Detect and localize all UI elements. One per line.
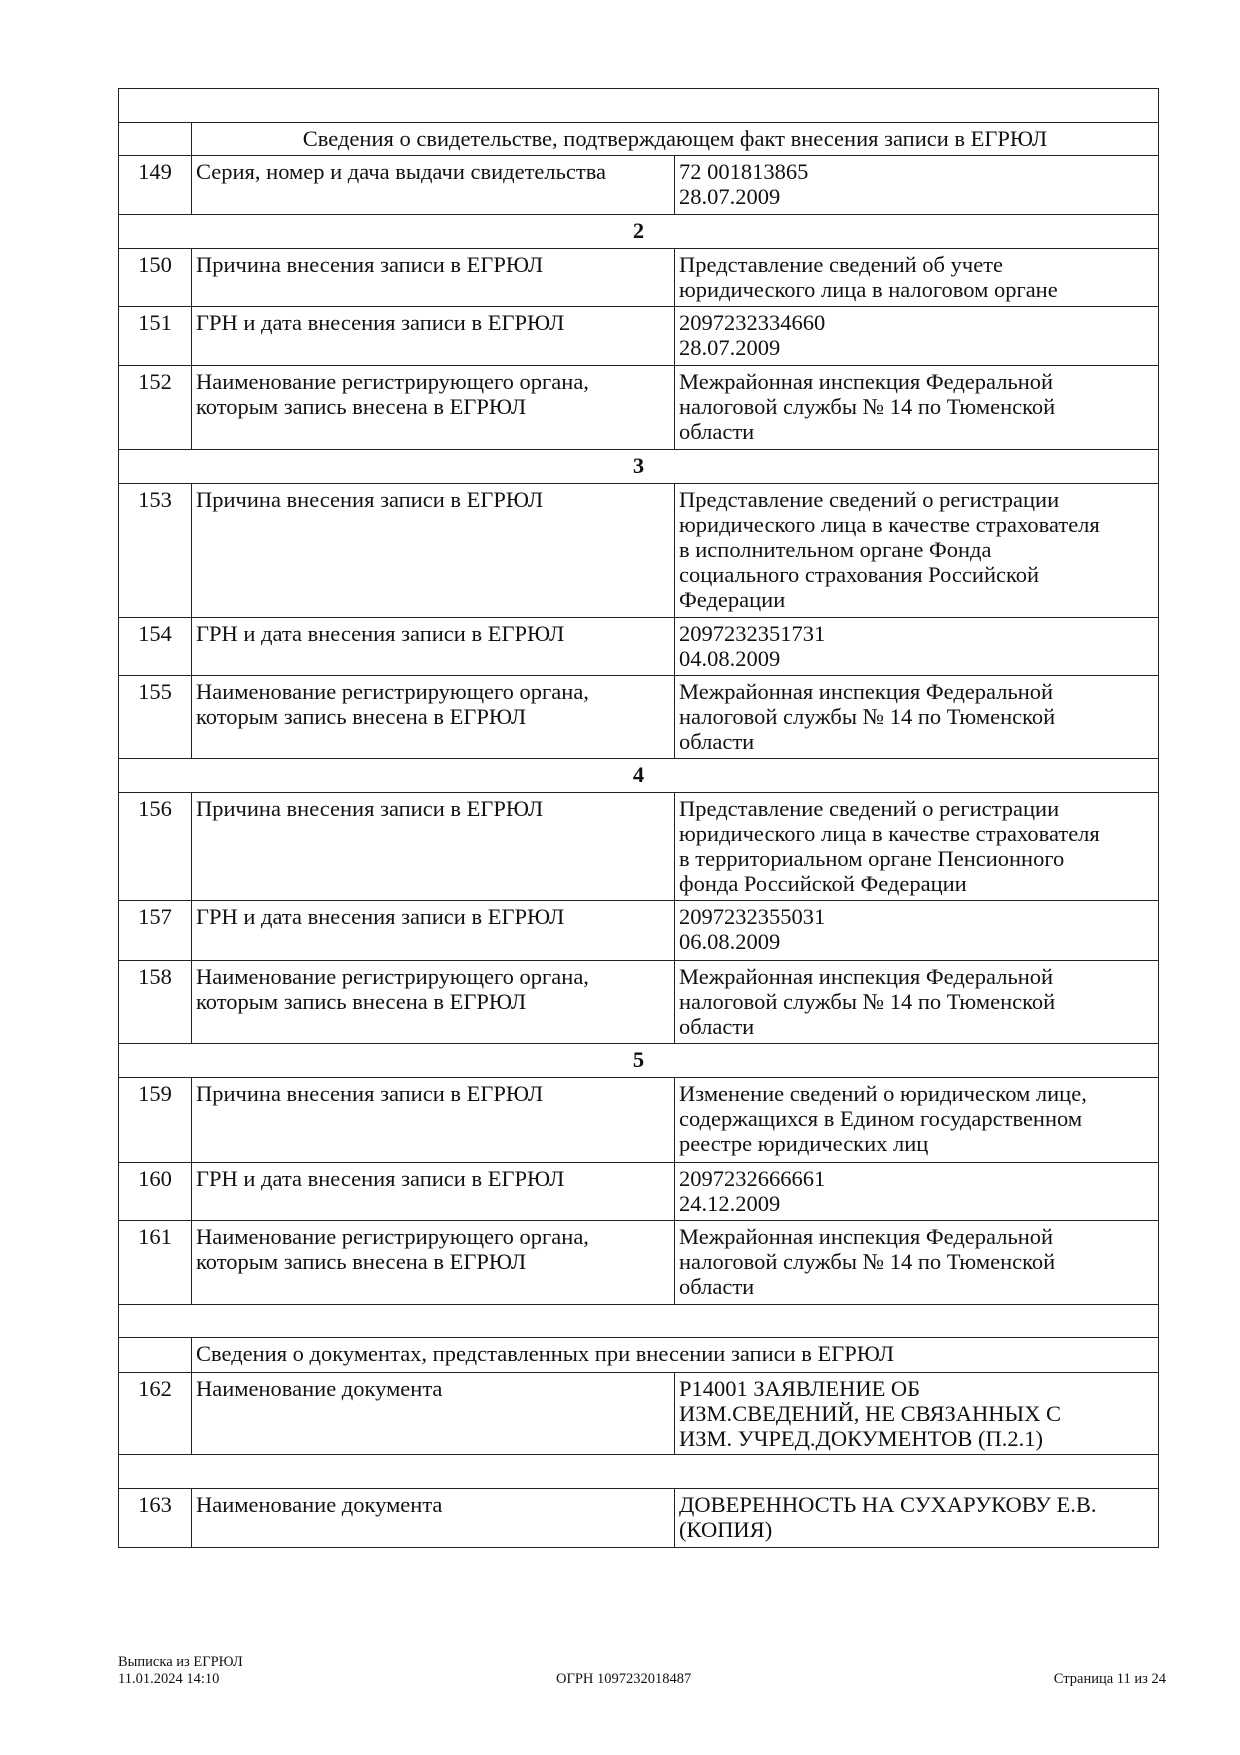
row-label: Причина внесения записи в ЕГРЮЛ bbox=[192, 1078, 675, 1163]
row-label: Наименование документа bbox=[192, 1489, 675, 1548]
row-number: 156 bbox=[119, 793, 192, 901]
row-number: 152 bbox=[119, 366, 192, 450]
row-value-line: юридического лица в качестве страхователя bbox=[679, 821, 1100, 846]
row-value-line: 28.07.2009 bbox=[679, 184, 781, 209]
header-number-cell bbox=[119, 123, 192, 156]
table-row bbox=[119, 1373, 1159, 1455]
table-row bbox=[119, 1489, 1159, 1548]
row-value-line: 24.12.2009 bbox=[679, 1191, 781, 1216]
group-number: 5 bbox=[119, 1044, 1159, 1078]
section-header-title: Сведения о свидетельстве, подтверждающем факт внесения записи в ЕГРЮЛ bbox=[192, 123, 1159, 156]
row-value-line: Изменение сведений о юридическом лице, bbox=[679, 1081, 1087, 1106]
blank-cell bbox=[119, 89, 1159, 123]
egrul-extract-table bbox=[118, 88, 1159, 1548]
row-value-line: юридического лица в качестве страхователя bbox=[679, 512, 1100, 537]
row-value-line: Межрайонная инспекция Федеральной bbox=[679, 369, 1054, 394]
group-number: 4 bbox=[119, 759, 1159, 793]
blank-cell bbox=[119, 1305, 1159, 1338]
row-label: Серия, номер и дача выдачи свидетельства bbox=[192, 156, 675, 215]
row-label: ГРН и дата внесения записи в ЕГРЮЛ bbox=[192, 307, 675, 366]
section-header-row bbox=[119, 1338, 1159, 1373]
row-value bbox=[675, 1221, 1159, 1305]
table-row bbox=[119, 618, 1159, 676]
row-label: Наименование регистрирующего органа, которым запись внесена в ЕГРЮЛ bbox=[192, 1221, 675, 1305]
row-value-line: ДОВЕРЕННОСТЬ НА СУХАРУКОВУ Е.В. bbox=[679, 1492, 1097, 1517]
row-label: ГРН и дата внесения записи в ЕГРЮЛ bbox=[192, 1163, 675, 1221]
row-value bbox=[675, 156, 1159, 215]
row-value-line: 06.08.2009 bbox=[679, 929, 781, 954]
row-value-line: (КОПИЯ) bbox=[679, 1517, 773, 1542]
section-header-title: Сведения о документах, представленных при внесении записи в ЕГРЮЛ bbox=[192, 1338, 1159, 1373]
row-value-line: налоговой службы № 14 по Тюменской bbox=[679, 1249, 1056, 1274]
row-number: 150 bbox=[119, 249, 192, 307]
row-value-line: содержащихся в Едином государственном bbox=[679, 1106, 1083, 1131]
row-value-line: в территориальном органе Пенсионного bbox=[679, 846, 1065, 871]
row-number: 155 bbox=[119, 676, 192, 759]
table-row bbox=[119, 1163, 1159, 1221]
group-number: 3 bbox=[119, 450, 1159, 484]
footer-title: Выписка из ЕГРЮЛ bbox=[118, 1654, 243, 1670]
row-value-line: 04.08.2009 bbox=[679, 646, 781, 671]
row-value-line: 28.07.2009 bbox=[679, 335, 781, 360]
row-number: 162 bbox=[119, 1373, 192, 1455]
row-value-line: области bbox=[679, 1274, 755, 1299]
table-row bbox=[119, 366, 1159, 450]
group-number-row bbox=[119, 759, 1159, 793]
row-label: Наименование регистрирующего органа, которым запись внесена в ЕГРЮЛ bbox=[192, 676, 675, 759]
blank-row bbox=[119, 1455, 1159, 1489]
row-value bbox=[675, 484, 1159, 618]
row-number: 151 bbox=[119, 307, 192, 366]
row-value bbox=[675, 1489, 1159, 1548]
row-value-line: налоговой службы № 14 по Тюменской bbox=[679, 704, 1056, 729]
row-value-line: налоговой службы № 14 по Тюменской bbox=[679, 989, 1056, 1014]
row-label: ГРН и дата внесения записи в ЕГРЮЛ bbox=[192, 901, 675, 961]
row-label: Причина внесения записи в ЕГРЮЛ bbox=[192, 484, 675, 618]
header-number-cell bbox=[119, 1338, 192, 1373]
table-row bbox=[119, 676, 1159, 759]
row-value-line: области bbox=[679, 419, 755, 444]
row-label: ГРН и дата внесения записи в ЕГРЮЛ bbox=[192, 618, 675, 676]
group-number-row bbox=[119, 215, 1159, 249]
footer-left bbox=[118, 1654, 243, 1688]
row-value-line: социального страхования Российской bbox=[679, 562, 1040, 587]
row-value-line: Межрайонная инспекция Федеральной bbox=[679, 679, 1054, 704]
row-value-line: фонда Российской Федерации bbox=[679, 871, 967, 896]
row-number: 163 bbox=[119, 1489, 192, 1548]
table-row bbox=[119, 156, 1159, 215]
row-value bbox=[675, 901, 1159, 961]
table-row bbox=[119, 961, 1159, 1044]
blank-row bbox=[119, 89, 1159, 123]
table-row bbox=[119, 901, 1159, 961]
row-label: Причина внесения записи в ЕГРЮЛ bbox=[192, 793, 675, 901]
row-number: 149 bbox=[119, 156, 192, 215]
row-number: 160 bbox=[119, 1163, 192, 1221]
table-row bbox=[119, 307, 1159, 366]
row-number: 157 bbox=[119, 901, 192, 961]
row-value bbox=[675, 618, 1159, 676]
row-value-line: Межрайонная инспекция Федеральной bbox=[679, 1224, 1054, 1249]
blank-row bbox=[119, 1305, 1159, 1338]
row-value bbox=[675, 793, 1159, 901]
row-number: 161 bbox=[119, 1221, 192, 1305]
row-value bbox=[675, 676, 1159, 759]
footer-page-number: Страница 11 из 24 bbox=[1053, 1671, 1166, 1687]
row-value bbox=[675, 307, 1159, 366]
row-value-line: ИЗМ. УЧРЕД.ДОКУМЕНТОВ (П.2.1) bbox=[679, 1426, 1043, 1451]
row-value bbox=[675, 249, 1159, 307]
table-row bbox=[119, 793, 1159, 901]
row-value bbox=[675, 1373, 1159, 1455]
row-number: 154 bbox=[119, 618, 192, 676]
row-value-line: Представление сведений о регистрации bbox=[679, 796, 1060, 821]
row-label: Наименование документа bbox=[192, 1373, 675, 1455]
table-row bbox=[119, 249, 1159, 307]
row-number: 153 bbox=[119, 484, 192, 618]
row-value-line: налоговой службы № 14 по Тюменской bbox=[679, 394, 1056, 419]
section-header-row bbox=[119, 123, 1159, 156]
row-label: Причина внесения записи в ЕГРЮЛ bbox=[192, 249, 675, 307]
row-number: 158 bbox=[119, 961, 192, 1044]
row-value-line: 72 001813865 bbox=[679, 159, 809, 184]
row-value-line: 2097232355031 bbox=[679, 904, 826, 929]
row-value-line: Представление сведений о регистрации bbox=[679, 487, 1060, 512]
group-number-row bbox=[119, 1044, 1159, 1078]
row-label: Наименование регистрирующего органа, которым запись внесена в ЕГРЮЛ bbox=[192, 366, 675, 450]
row-value bbox=[675, 366, 1159, 450]
row-value-line: Межрайонная инспекция Федеральной bbox=[679, 964, 1054, 989]
row-value-line: области bbox=[679, 729, 755, 754]
footer-datetime: 11.01.2024 14:10 bbox=[118, 1671, 220, 1687]
row-value-line: Федерации bbox=[679, 587, 786, 612]
row-number: 159 bbox=[119, 1078, 192, 1163]
group-number-row bbox=[119, 450, 1159, 484]
row-value-line: 2097232351731 bbox=[679, 621, 826, 646]
row-value-line: ИЗМ.СВЕДЕНИЙ, НЕ СВЯЗАННЫХ С bbox=[679, 1401, 1062, 1426]
row-value-line: 2097232334660 bbox=[679, 310, 826, 335]
row-value-line: реестре юридических лиц bbox=[679, 1131, 929, 1156]
blank-cell bbox=[119, 1455, 1159, 1489]
footer-ogrn: ОГРН 1097232018487 bbox=[556, 1671, 692, 1687]
row-value-line: Представление сведений об учете bbox=[679, 252, 1003, 277]
row-value bbox=[675, 1078, 1159, 1163]
row-value-line: в исполнительном органе Фонда bbox=[679, 537, 992, 562]
row-label: Наименование регистрирующего органа, которым запись внесена в ЕГРЮЛ bbox=[192, 961, 675, 1044]
row-value bbox=[675, 961, 1159, 1044]
group-number: 2 bbox=[119, 215, 1159, 249]
row-value-line: юридического лица в налоговом органе bbox=[679, 277, 1058, 302]
table-row bbox=[119, 484, 1159, 618]
row-value bbox=[675, 1163, 1159, 1221]
table-row bbox=[119, 1078, 1159, 1163]
row-value-line: области bbox=[679, 1014, 755, 1039]
row-value-line: 2097232666661 bbox=[679, 1166, 826, 1191]
row-value-line: Р14001 ЗАЯВЛЕНИЕ ОБ bbox=[679, 1376, 921, 1401]
table-row bbox=[119, 1221, 1159, 1305]
